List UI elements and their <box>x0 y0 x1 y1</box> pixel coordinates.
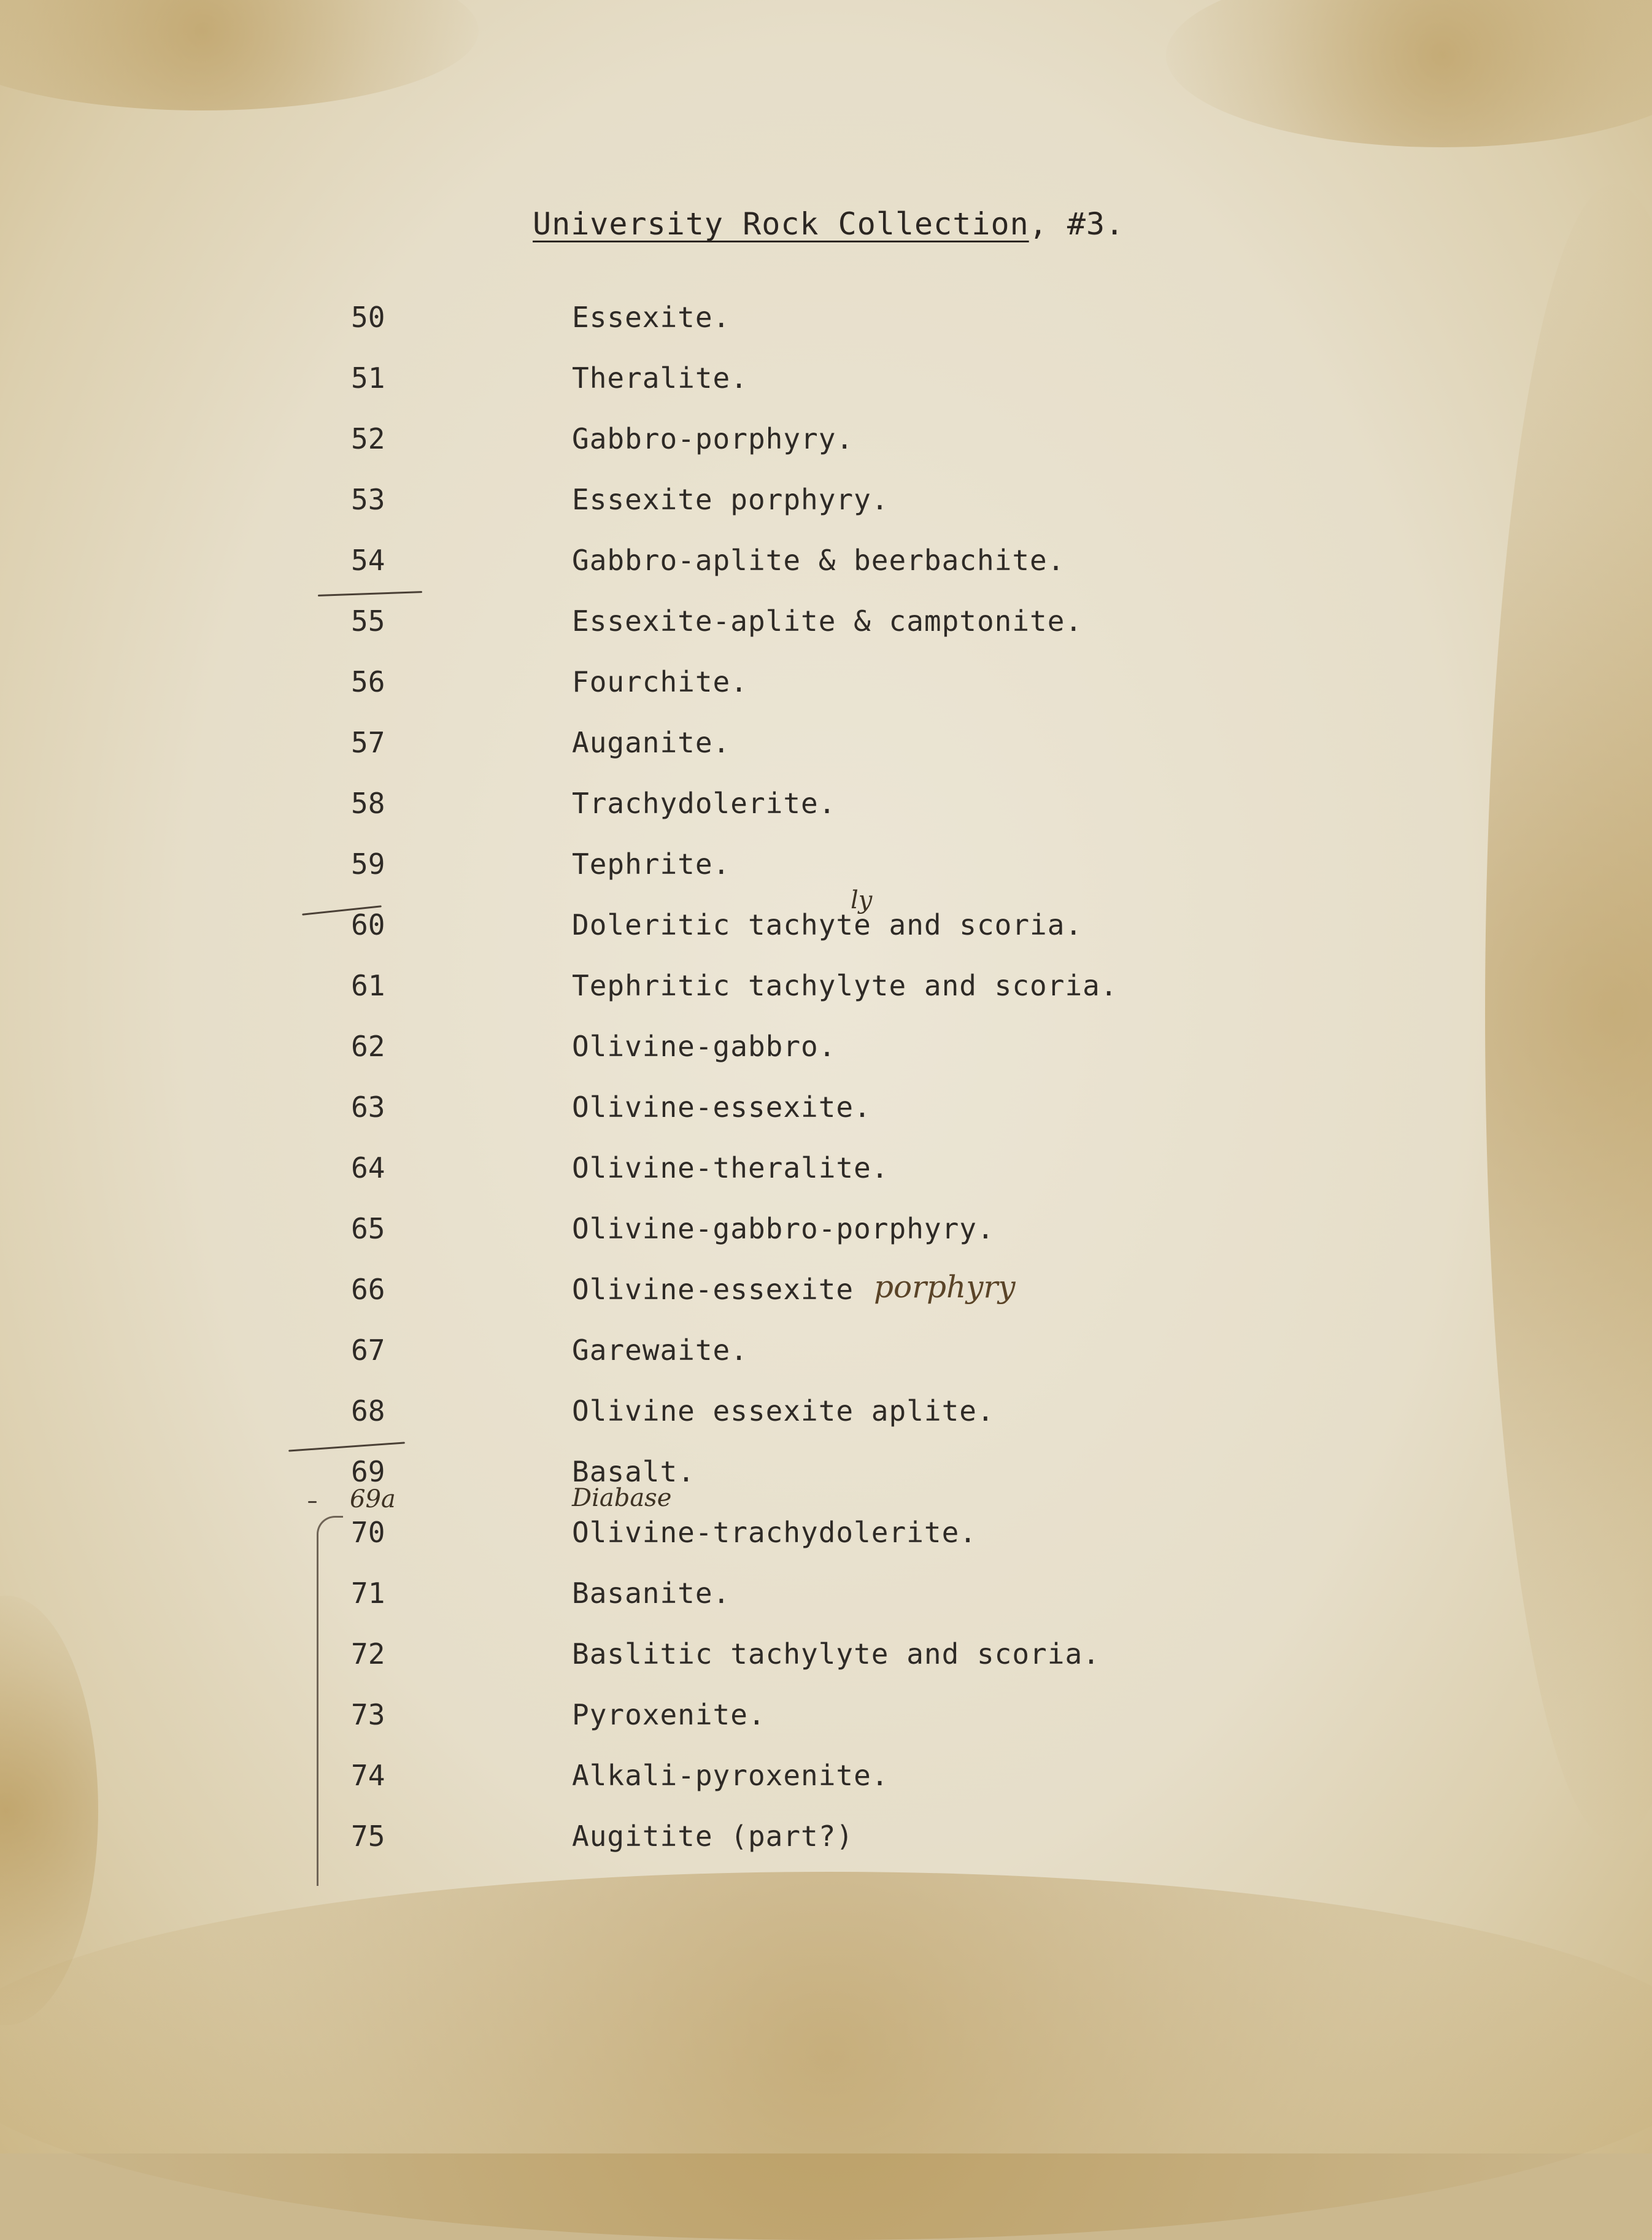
margin-mark-69a <box>308 1501 317 1503</box>
list-item <box>0 422 1652 459</box>
specimen-number: 74 <box>351 1759 385 1792</box>
rock-name: Tephrite. <box>572 848 731 881</box>
handwritten-diabase: Diabase <box>572 1484 672 1512</box>
list-item <box>0 1577 1652 1613</box>
specimen-number: 51 <box>351 361 385 395</box>
specimen-number: 73 <box>351 1698 385 1731</box>
specimen-number: 60 <box>351 908 385 941</box>
specimen-number: 53 <box>351 483 385 516</box>
list-item <box>0 361 1652 398</box>
list-item <box>0 969 1652 1006</box>
handwritten-porphyry: porphyry <box>874 1269 1016 1305</box>
list-item <box>0 1151 1652 1188</box>
specimen-number: 50 <box>351 301 385 334</box>
specimen-number: 67 <box>351 1334 385 1367</box>
stain-top-left <box>0 0 479 110</box>
margin-bracket <box>317 1516 343 1886</box>
specimen-number: 64 <box>351 1151 385 1184</box>
rock-name: Pyroxenite. <box>572 1698 766 1731</box>
handwritten-69a: 69a <box>350 1485 396 1513</box>
list-item <box>0 848 1652 884</box>
rock-name: Olivine-essexite <box>572 1273 854 1306</box>
specimen-number: 59 <box>351 848 385 881</box>
specimen-number: 66 <box>351 1273 385 1306</box>
stain-bottom <box>0 1872 1652 2240</box>
rock-name: Basalt. <box>572 1455 695 1488</box>
specimen-number: 56 <box>351 665 385 698</box>
list-item <box>0 1334 1652 1370</box>
list-item <box>0 483 1652 520</box>
specimen-number: 54 <box>351 544 385 577</box>
list-item <box>0 1820 1652 1856</box>
stain-top-right <box>1166 0 1652 147</box>
list-item <box>0 1212 1652 1249</box>
list-item <box>0 1637 1652 1674</box>
rock-name: Olivine-gabbro-porphyry. <box>572 1212 995 1245</box>
rock-name: Trachydolerite. <box>572 787 836 820</box>
rock-name: Alkali-pyroxenite. <box>572 1759 889 1792</box>
specimen-number: 72 <box>351 1637 385 1670</box>
list-item <box>0 301 1652 338</box>
list-item <box>0 544 1652 581</box>
specimen-number: 55 <box>351 604 385 638</box>
specimen-number: 65 <box>351 1212 385 1245</box>
rock-name: Tephritic tachylyte and scoria. <box>572 969 1118 1002</box>
list-item <box>0 665 1652 702</box>
title-suffix: , #3. <box>1029 206 1125 242</box>
rock-name: Olivine-gabbro. <box>572 1030 836 1063</box>
specimen-number: 58 <box>351 787 385 820</box>
specimen-number: 68 <box>351 1394 385 1427</box>
list-item <box>0 1759 1652 1796</box>
list-item <box>0 1091 1652 1127</box>
rock-name: Theralite. <box>572 361 748 395</box>
specimen-number: 57 <box>351 726 385 759</box>
rock-name: Olivine-trachydolerite. <box>572 1516 977 1549</box>
rock-name: Auganite. <box>572 726 731 759</box>
rock-name: Gabbro-aplite & beerbachite. <box>572 544 1065 577</box>
rock-name: Basanite. <box>572 1577 731 1610</box>
list-item <box>0 1698 1652 1735</box>
rock-name: Olivine-theralite. <box>572 1151 889 1184</box>
specimen-number: 69 <box>351 1455 385 1488</box>
rock-name: Essexite-aplite & camptonite. <box>572 604 1083 638</box>
rock-name: Doleritic tachyte and scoria. <box>572 908 1083 941</box>
specimen-number: 75 <box>351 1820 385 1853</box>
specimen-number: 71 <box>351 1577 385 1610</box>
list-item <box>0 1394 1652 1431</box>
list-item <box>0 726 1652 763</box>
list-item <box>0 908 1652 945</box>
rock-name: Essexite. <box>572 301 731 334</box>
rock-name: Augitite (part?) <box>572 1820 854 1853</box>
list-item <box>0 1273 1652 1310</box>
rock-name: Olivine essexite aplite. <box>572 1394 995 1427</box>
list-item <box>0 1516 1652 1553</box>
rock-name: Gabbro-porphyry. <box>572 422 854 455</box>
specimen-number: 52 <box>351 422 385 455</box>
specimen-number: 62 <box>351 1030 385 1063</box>
list-item <box>0 1455 1652 1492</box>
list-item <box>0 787 1652 824</box>
rock-name: Garewaite. <box>572 1334 748 1367</box>
rock-name: Baslitic tachylyte and scoria. <box>572 1637 1100 1670</box>
specimen-number: 61 <box>351 969 385 1002</box>
handwritten-insert-ly: ly <box>851 886 873 914</box>
title-main: University Rock Collection <box>533 206 1029 242</box>
page-title <box>533 206 1124 242</box>
rock-name: Olivine-essexite. <box>572 1091 871 1124</box>
rock-name: Fourchite. <box>572 665 748 698</box>
specimen-number: 70 <box>351 1516 385 1549</box>
list-item <box>0 1030 1652 1067</box>
list-item <box>0 604 1652 641</box>
specimen-number: 63 <box>351 1091 385 1124</box>
rock-name: Essexite porphyry. <box>572 483 889 516</box>
